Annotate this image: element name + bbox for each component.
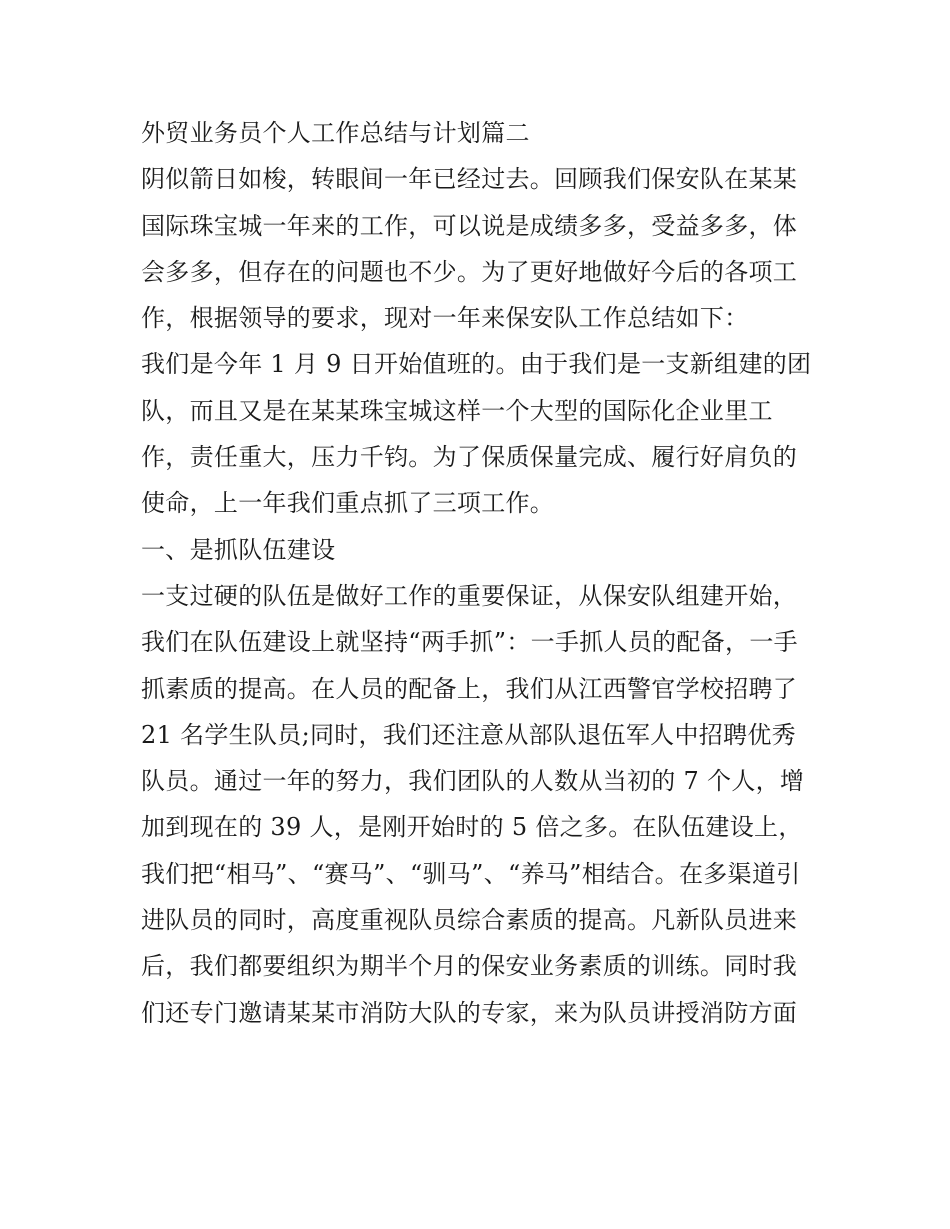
text-line: 阴似箭日如梭，转眼间一年已经过去。回顾我们保安队在某某 bbox=[141, 165, 798, 194]
text-line: 我们在队伍建设上就坚持“两手抓”：一手抓人员的配备，一手 bbox=[141, 628, 798, 657]
text-line: 进队员的同时，高度重视队员综合素质的提高。凡新队员进来 bbox=[141, 906, 798, 935]
text-line: 国际珠宝城一年来的工作，可以说是成绩多多，受益多多，体 bbox=[141, 211, 798, 240]
section-heading: 一、是抓队伍建设 bbox=[141, 535, 336, 564]
text-line: 队，而且又是在某某珠宝城这样一个大型的国际化企业里工 bbox=[141, 396, 773, 425]
text-line: 我们是今年 1 月 9 日开始值班的。由于我们是一支新组建的团 bbox=[141, 350, 812, 379]
text-line: 抓素质的提高。在人员的配备上，我们从江西警官学校招聘了 bbox=[141, 674, 798, 703]
text-line: 队员。通过一年的努力，我们团队的人数从当初的 7 个人，增 bbox=[141, 767, 805, 796]
document-body bbox=[141, 110, 821, 1036]
document-title: 外贸业务员个人工作总结与计划篇二 bbox=[141, 119, 530, 147]
text-line: 21 名学生队员;同时，我们还注意从部队退伍军人中招聘优秀 bbox=[141, 720, 796, 749]
text-line: 作，责任重大，压力千钧。为了保质保量完成、履行好肩负的 bbox=[141, 443, 798, 472]
text-line: 我们把“相马”、“赛马”、“驯马”、“养马”相结合。在多渠道引 bbox=[141, 859, 801, 888]
text-line: 后，我们都要组织为期半个月的保安业务素质的训练。同时我 bbox=[141, 952, 798, 981]
text-line: 使命，上一年我们重点抓了三项工作。 bbox=[141, 489, 555, 518]
text-line: 们还专门邀请某某市消防大队的专家，来为队员讲授消防方面 bbox=[141, 998, 798, 1027]
text-line: 会多多，但存在的问题也不少。为了更好地做好今后的各项工 bbox=[141, 257, 798, 286]
text-line: 一支过硬的队伍是做好工作的重要保证，从保安队组建开始， bbox=[141, 581, 798, 610]
text-line: 加到现在的 39 人，是刚开始时的 5 倍之多。在队伍建设上， bbox=[141, 813, 803, 842]
text-line: 作，根据领导的要求，现对一年来保安队工作总结如下： bbox=[141, 304, 749, 333]
